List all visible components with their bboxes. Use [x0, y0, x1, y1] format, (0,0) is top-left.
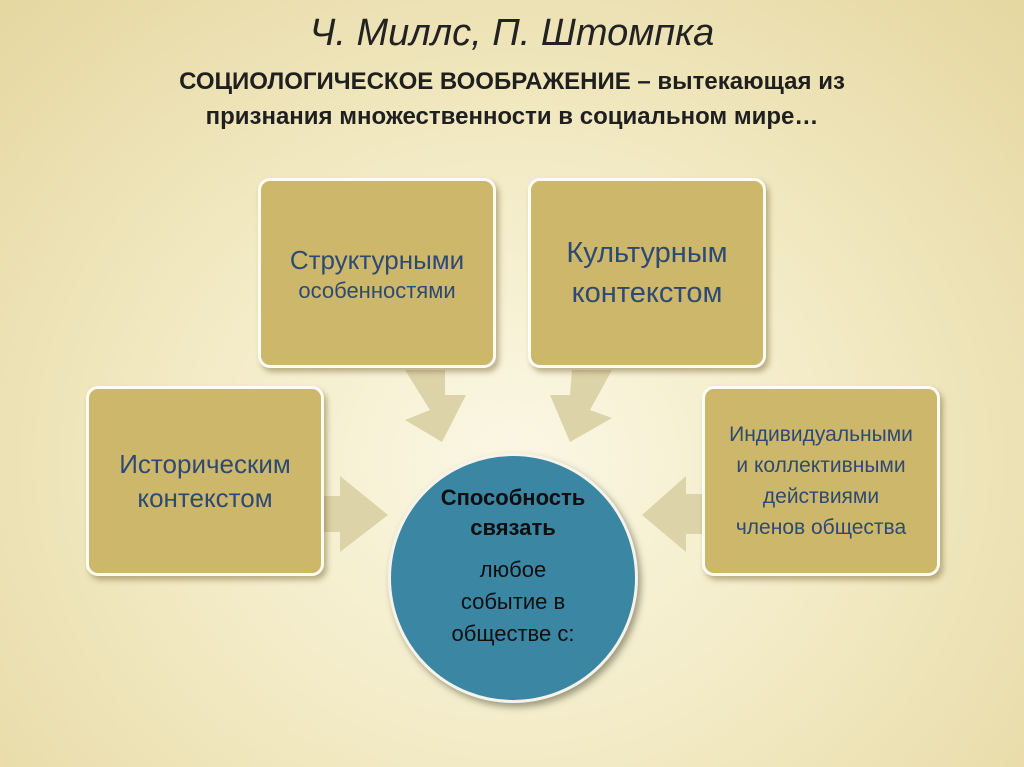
individual-line1: Индивидуальными — [729, 423, 913, 446]
arrow-individual — [642, 476, 702, 552]
structural-line1: Структурными — [289, 245, 465, 275]
individual-box — [702, 386, 940, 576]
arrow-cultural — [550, 370, 612, 442]
historical-line2: контекстом — [137, 483, 273, 513]
arrow-historical — [324, 476, 388, 552]
cultural-line1: Культурным — [566, 237, 728, 269]
arrow-structural — [405, 370, 466, 442]
individual-line4: членов общества — [735, 516, 907, 539]
cultural-box — [528, 178, 766, 368]
center-line5: обществе с: — [451, 621, 575, 646]
main-title-line1: СОЦИОЛОГИЧЕСКОЕ ВООБРАЖЕНИЕ – вытекающая из — [179, 68, 845, 95]
historical-box — [86, 386, 324, 576]
main-title-line2: признания множественности в социальном мире… — [205, 103, 819, 130]
main-title — [60, 64, 964, 134]
center-line2: связать — [470, 515, 556, 540]
cultural-line2: контекстом — [571, 277, 723, 309]
structural-line2: особенностями — [298, 278, 456, 303]
center-line4: событие в — [460, 589, 566, 614]
individual-line2: и коллективными — [736, 454, 906, 477]
author-title: Ч. Миллс, П. Штомпка — [309, 12, 715, 54]
structural-box — [258, 178, 496, 368]
center-circle — [388, 453, 638, 703]
individual-line3: действиями — [762, 485, 880, 508]
center-line1: Способность — [440, 485, 586, 510]
historical-line1: Историческим — [119, 449, 291, 479]
center-line3: любое — [479, 557, 547, 582]
